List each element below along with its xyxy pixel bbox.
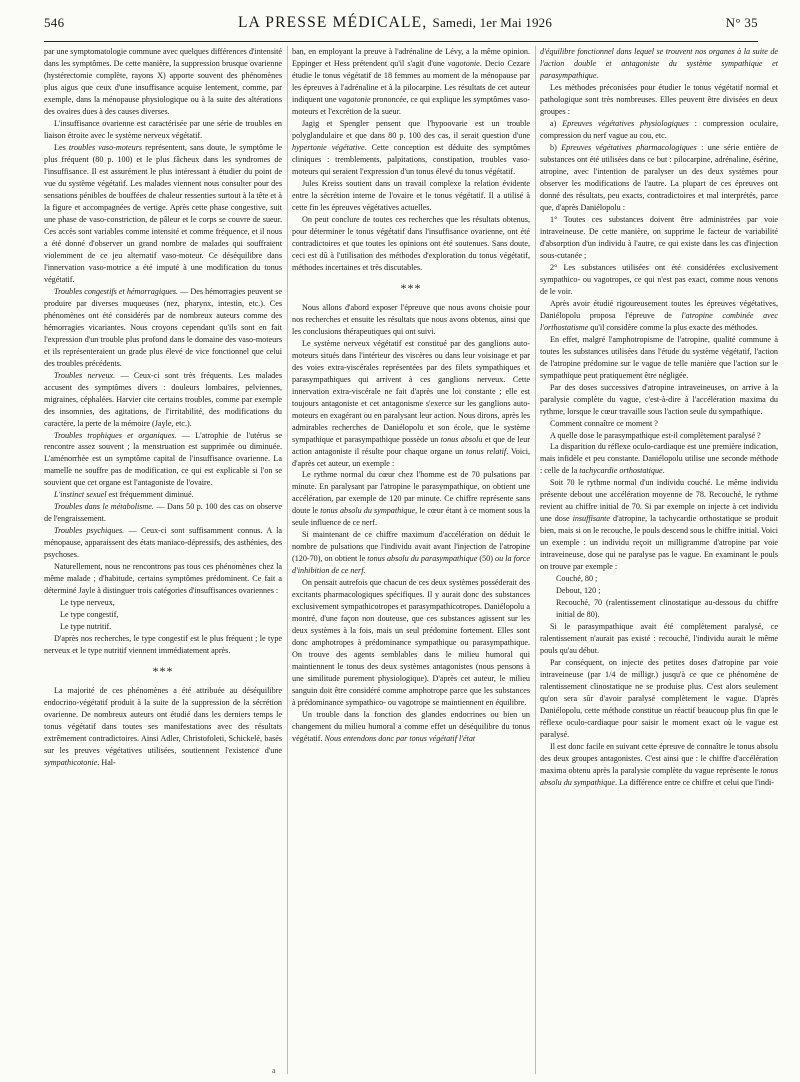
issue-date: Samedi, 1er Mai 1926 xyxy=(432,15,553,30)
italic-term: tonus absolu du parasympathique xyxy=(367,554,478,564)
text-run: (50) xyxy=(477,554,496,564)
italic-term: vagotonie xyxy=(447,58,480,68)
paragraph xyxy=(44,370,282,430)
paragraph xyxy=(540,741,778,789)
column-divider xyxy=(287,46,288,1074)
paragraph xyxy=(292,469,530,529)
paragraph xyxy=(44,501,282,525)
text-run: . Cette conception est déduite des symptômes cliniques : tremblements, palpitations, constipation, troubles vaso-moteurs qui seraient l'expression d'un tonus élevé du tonus végétatif. xyxy=(292,142,530,176)
paragraph: 2° Les substances utilisées ont été considérées exclusivement sympathico- ou vagotropes, ce qui n'est pas exact, comme nous venons de le voir. xyxy=(540,262,778,296)
text-run: ban, en employant la preuve à l'adrénaline de Lévy, a la même opinion. Eppinger et Hess prétendent qu'il s'agit d'une xyxy=(292,47,530,68)
list-item: Couché, 80 ; xyxy=(556,574,598,584)
text-run: Un trouble dans la fonction des glandes endocrines ou bien un changement du milieu humoral a comme effet un déséquilibre du tonus végétatif. xyxy=(292,710,530,744)
paragraph xyxy=(540,298,778,334)
text-run: — Ceux-ci sont très fréquents. Les malades accusent des symptômes divers : douleurs lombaires, pelviennes, migraines, céphalées. Harvier cite certains troubles, comme par exemple des insomnies, des agitations, de l'irritabilité, des modifications du caractère, la perte de la mémoire (Jayle, etc.). xyxy=(44,370,282,428)
italic-term: tonus absolu xyxy=(440,434,483,444)
section-heading: L'instinct sexuel xyxy=(54,490,107,500)
paragraph xyxy=(292,529,530,577)
text-column-1 xyxy=(44,46,282,1074)
text-column-2 xyxy=(292,46,530,1074)
italic-term: tonus absolu du sympathique xyxy=(320,506,416,516)
paragraph: Naturellement, nous ne rencontrons pas tous ces phénomènes chez la même malade ; d'habitude, certains symptômes prédominent. Ce fait a déterminé Jayle à distinguer trois catégories d'insuffisances ovariennes : xyxy=(44,562,282,596)
italic-term: troubles vaso-moteurs xyxy=(68,142,143,152)
journal-name: LA PRESSE MÉDICALE, xyxy=(237,14,428,31)
paragraph: Par des doses successives d'atropine intraveineuses, on arrive à la paralysie complète du vague, c'est-à-dire à l'accélération maxima du rythme, lorsque le cœur travaille sous l'action seule du sympathique. xyxy=(540,382,778,416)
text-run: : une série entière de substances ont été utilisées dans ce but : pilocarpine, adrénaline, ésérine, atropine, avec l'intention de paralyser un des deux systèmes pour observer les modifications de l'autre. La plupart de ces épreuves ont donné des résultats, peu exacts, contradictoires et mal interprétés, parce que, d'après Daniélopolu : xyxy=(540,142,778,212)
italic-term: vagotonie xyxy=(338,94,371,104)
list-item: Le type congestif, xyxy=(60,610,119,620)
text-run: prononcée, ce qui explique les symptômes vaso-moteurs et l'excrétion de la sueur. xyxy=(292,94,530,116)
paragraph: Nous allons d'abord exposer l'épreuve que nous avons choisie pour nos recherches et ensuite les résultats que nous avons obtenus, ainsi que les conclusions thérapeutiques qui ont suivi. xyxy=(292,302,530,336)
text-run: est fréquemment diminué. xyxy=(106,490,194,500)
paragraph: Jules Kreiss soutient dans un travail complexe la relation évidente entre la sécrétion interne de l'ovaire et le tonus végétatif. Il a utilisé à cette fin les épreuves végétatives actuelles. xyxy=(292,178,530,212)
paragraph: par une symptomatologie commune avec quelques différences d'intensité dans les symptômes. De cette manière, la suppression brusque ovarienne (hystérectomie complète, rayons X) apporte souvent des phénomènes plus aigus que ceux d'une insuffisance acquise lentement, comme, par exemple, dans la ménopause physiologique ou à la suite des altérations des ovaires dues à des causes diverses. xyxy=(44,47,282,116)
text-run: . La différence entre ce chiffre et celui que l'indi- xyxy=(614,778,775,788)
italic-term: insuffisante xyxy=(572,514,611,524)
paragraph xyxy=(540,118,778,142)
paragraph xyxy=(44,489,282,501)
page-header xyxy=(44,14,758,42)
italic-term: Epreuves végétatives pharmacologiques xyxy=(561,142,697,152)
italic-term: tonus absolu du sympathique xyxy=(540,766,778,788)
text-run: b) xyxy=(550,142,562,152)
paragraph: Par conséquent, on injecte des petites doses d'atropine par voie intraveineuse (par 1/4 de milligr.) jusqu'à ce que ce phénomène de ralentissement clinostatique ne se produise plus. C'est alors seulement qu'on sera sûr d'avoir paralysé complètement le vague. D'après Daniélopolu, cette méthode constitue un réactif beaucoup plus fin que le réflexe oculo-cardiaque pour saisir le moment exact où le vague est paralysé. xyxy=(540,658,778,740)
italic-term: tachycardie orthostatique xyxy=(579,466,663,476)
text-run: a) xyxy=(550,118,563,128)
text-run: Si maintenant de ce chiffre maximum d'accélération on déduit le nombre de pulsations que l'individu avait avant l'injection de l'atropine (120-70), on obtient le xyxy=(292,530,530,564)
paragraph: Comment connaître ce moment ? xyxy=(550,418,658,428)
text-run: . Hal- xyxy=(97,758,116,768)
italic-term: tonus relatif xyxy=(466,446,507,456)
text-run: — Des hémorragies peuvent se produire par diverses muqueuses (nez, pharynx, intestin, etc.). Ces phénomènes ont été considérés par de nombreux auteurs comme des hémorragies vicariantes. Nous croyons cependant qu'ils sont en fait l'expression d'un trouble plus profond dans le domaine des vaso-moteurs et ils représenteraient un grade plus élevé de vice fonctionnel que celui des troubles précédents. xyxy=(44,286,282,368)
paragraph xyxy=(292,118,530,178)
italic-term: ou la force d'inhibition de ce nerf. xyxy=(292,554,530,576)
paragraph: L'insuffisance ovarienne est caractérisée par une série de troubles en liaison étroite avec le système nerveux végétatif. xyxy=(44,118,282,140)
paragraph xyxy=(292,46,530,118)
paragraph: d'équilibre fonctionnel dans lequel se trouvent nos organes à la suite de l'action double et antagoniste du système sympathique et parasympathique. xyxy=(540,47,778,80)
paragraph: Si le parasympathique avait été complètement paralysé, ce ralentissement n'aurait pas existé : recouché, l'individu aurait le même pouls qu'au début. xyxy=(540,622,778,656)
paragraph xyxy=(540,477,778,573)
text-run: et que de leur action antagoniste il résulte pour chaque organe un xyxy=(292,434,530,456)
text-run: Les xyxy=(54,142,69,152)
text-run: Le rythme normal du cœur chez l'homme est de 70 pulsations par minute. En paralysant par l'atropine le parasympathique, on obtient une accélération, par exemple de 120 par minute. Ce chiffre représente sans doute le xyxy=(292,470,530,516)
list-item: Debout, 120 ; xyxy=(556,586,601,596)
paragraph: On peut conclure de toutes ces recherches que les résultats obtenus, pour déterminer le tonus végétatif dans l'insuffisance ovarienne, ont été contradictoires et que toutes les opinions ont été soutenues. Sans doute, ceci est dû à l'utilisation des méthodes d'exploration du tonus végétatif, méthodes incertaines et très discutables. xyxy=(292,214,530,272)
column-divider xyxy=(535,46,536,1074)
section-heading: Troubles dans le métabolisme. xyxy=(54,502,154,512)
paragraph xyxy=(292,709,530,745)
footer-mark: a xyxy=(272,1066,276,1075)
italic-term: Epreuves végétatives physiologiques xyxy=(562,118,689,128)
section-heading: Troubles nerveux. xyxy=(54,370,116,380)
paragraph xyxy=(44,286,282,370)
text-run: — Ceux-ci sont suffisamment connus. A la ménopause, apparaissent des états maniaco-dépressifs, des asthénies, des psychoses. xyxy=(44,526,282,560)
paragraph: A quelle dose le parasympathique est-il complètement paralysé ? xyxy=(550,430,761,440)
text-run: qu'il considère comme la plus exacte des méthodes. xyxy=(588,322,758,332)
italic-term: l'atropine combinée avec l'orthostatisme xyxy=(540,310,778,332)
paragraph xyxy=(44,525,282,561)
paragraph: 1° Toutes ces substances doivent être administrées par voie intraveineuse. De cette manière, on supprime le facteur de variabilité d'absorption d'un individu à l'autre, ce qui existe dans les cas d'injection sous-cutanée ; xyxy=(540,214,778,260)
paragraph: Les méthodes préconisées pour étudier le tonus végétatif normal et pathologique sont très nombreuses. Elles peuvent être divisées en deux groupes : xyxy=(540,82,778,116)
text-run: . xyxy=(662,466,665,476)
text-column-3 xyxy=(540,46,778,1074)
page-number: 546 xyxy=(44,15,65,30)
italic-term: hypertonie végétative xyxy=(292,142,365,152)
paragraph: En effet, malgré l'amphotropisme de l'atropine, qualité commune à toutes les substances utilisées dans l'étude du système végétatif, l'action de l'atropine prédomine sur le vague de telle manière que l'action sur le sympathique peut pratiquement être négligée. xyxy=(540,334,778,380)
text-run: d'atropine, la tachycardie orthostatique se produit bien, mais si on le recouche, le pouls descend sous le chiffre initial. Voici un exemple : un individu reçoit un milligramme d'atropine par voie intraveineuse, dose qui ne paralyse pas le vague. En examinant le pouls on trouve par exemple : xyxy=(540,514,778,572)
list-item: Le type nerveux, xyxy=(60,598,115,608)
paragraph xyxy=(44,685,282,769)
section-heading: Troubles congestifs et hémorragiques. xyxy=(54,286,179,296)
section-separator: *** xyxy=(400,280,422,295)
text-run: — Dans 50 p. 100 des cas on observe de l'engraissement. xyxy=(44,502,282,524)
text-run: La disparition du réflexe oculo-cardiaque est une première indication, mais infidèle et peu constante. Daniélopolu utilise une seconde méthode : celle de la xyxy=(540,442,778,476)
text-run: Le système nerveux végétatif est constitué par des ganglions auto-moteurs situés dans l'intérieur des viscères ou dans leur voisinage et par des voies extra-viscérales représentées par des filets sympathiques et parasympathiques qui arrivent à ces ganglions nerveux. Cette innervation extra-viscérale ne fait d'après une loi constante ; elle est toujours antagoniste et cet antagonisme s'exerce sur les ganglions auto-moteurs en exagérant ou en paralysant leur action. Nous dirons, après les admirables recherches de Daniélopolu et son école, que le système sympathique et parasympathique possède un xyxy=(292,338,530,444)
paragraph xyxy=(44,142,282,286)
section-separator: *** xyxy=(152,664,174,679)
text-run: Soit 70 le rythme normal d'un individu couché. Le même individu présente debout une accélération moyenne de 78. Recouché, le rythme revient au chiffre initial de 70. Si par exemple on injecte à cet individu une dose xyxy=(540,478,778,524)
paragraph xyxy=(540,142,778,214)
italic-term: Nous entendons donc par tonus végétatif l'état xyxy=(324,734,476,744)
text-run: Il est donc facile en suivant cette épreuve de connaître le tonus absolu des deux groupes antagonistes. C'est ainsi que : le chiffre d'accélération maxima obtenu après la paralysie complète du vague représente le xyxy=(540,742,778,776)
text-run: représentent, sans doute, le symptôme le plus fréquent (80 p. 100) et le plus fâcheux dans les syndromes de l'insuffisance. Il est assurément le plus intéressant à étudier du point de vue du système végétatif. Les malades viennent nous consulter pour des sensations pénibles de bouffées de chaleur ressenties surtout à la tête et à la figure et accompagnées de vertige. Après cette phase congestive, suit une phase de vaso-constriction, de pâleur et le corps se couvre de sueur. Ces accès sont variables comme intensité et comme fréquence, et il nous a été donné d'observer un grand nombre de malades qui souffraient violemment de ce jeu alternatif vaso-moteur. Ce déséquilibre dans l'innervation vaso-motrice a été imputé à une modification du tonus végétatif. xyxy=(44,142,282,284)
list-item: Le type nutritif. xyxy=(60,622,112,632)
text-run: Jagig et Spengler pensent que l'hypoovarie est un trouble polyglandulaire et que dans 80 p. 100 des cas, il serait question d'une xyxy=(292,118,530,140)
text-run: — L'atrophie de l'utérus se rencontre assez souvent ; la menstruation est supprimée ou diminuée. L'aménorrhée est un symptôme capital de l'insuffisance ovarienne. La mamelle ne souffre pas de modification, ce qui est explicable si l'on se souvient que cet organe est l'antagoniste de l'ovaire. xyxy=(44,430,282,488)
text-run: La majorité de ces phénomènes a été attribuée au déséquilibre endocrino-végétatif produit à la suite de la suppression de la sécrétion ovarienne. De nombreux auteurs ont étudié dans les derniers temps le tonus végétatif dans toutes ses manifestations avec des résultats extrêmement contradictoires. Ainsi Adler, Christofoleti, Schickelé, basés sur les preuves végétatives utilisées, soutiennent l'existence d'une xyxy=(44,686,282,756)
text-run: . Voici, d'après cet auteur, un exemple : xyxy=(292,446,530,468)
text-run: : compression oculaire, compression du nerf vague au cou, etc. xyxy=(540,118,778,140)
issue-number: N° 35 xyxy=(725,15,758,30)
section-heading: Troubles psychiques. xyxy=(54,526,125,536)
journal-masthead xyxy=(238,14,552,32)
text-run: Après avoir étudié rigoureusement toutes les épreuves végétatives, Daniélopolu proposa l'épreuve de xyxy=(540,298,778,320)
italic-term: sympathicotonie xyxy=(44,758,98,768)
paragraph: D'après nos recherches, le type congestif est le plus fréquent ; le type nerveux et le type nutritif viennent immédiatement après. xyxy=(44,634,282,656)
section-heading: Troubles trophiques et organiques. xyxy=(54,430,177,440)
text-run: , le cœur étant à ce moment sous la seule influence de ce nerf. xyxy=(292,506,530,528)
paragraph xyxy=(540,441,778,477)
paragraph xyxy=(292,338,530,470)
list-item: Recouché, 70 (ralentissement clinostatique au-dessous du chiffre initial de 80). xyxy=(556,598,778,620)
text-run: . Decio Cezare étudie le tonus végétatif de 18 femmes au moment de la ménopause par les épreuves à l'adrénaline et à la pilocarpine. Les résultats de cet auteur indiquent une xyxy=(292,58,530,104)
paragraph xyxy=(44,430,282,490)
paragraph: On pensait autrefois que chacun de ces deux systèmes posséderait des excitants pharmacologiques spécifiques. Il y aurait donc des substances exclusivement sympathicotropes et parasympathicotropes. Daniélopolu a montré, d'une façon non douteuse, que ces substances agissent sur les deux systèmes à la fois, mais un seul prédomine fortement. Elles sont donc amphotropes à prédominance sympathique ou parasympathique. On trouve des agents semblables dans le milieu humoral qui maintiennent le tonus des deux systèmes antagonistes (nous pensons à une similitude purement physiologique). D'après cet auteur, le milieu sanguin doit être considéré comme amphotrope parce que les substances à prédominance sympathico- ou vagotrope se maintiennent en équilibre. xyxy=(292,578,530,708)
